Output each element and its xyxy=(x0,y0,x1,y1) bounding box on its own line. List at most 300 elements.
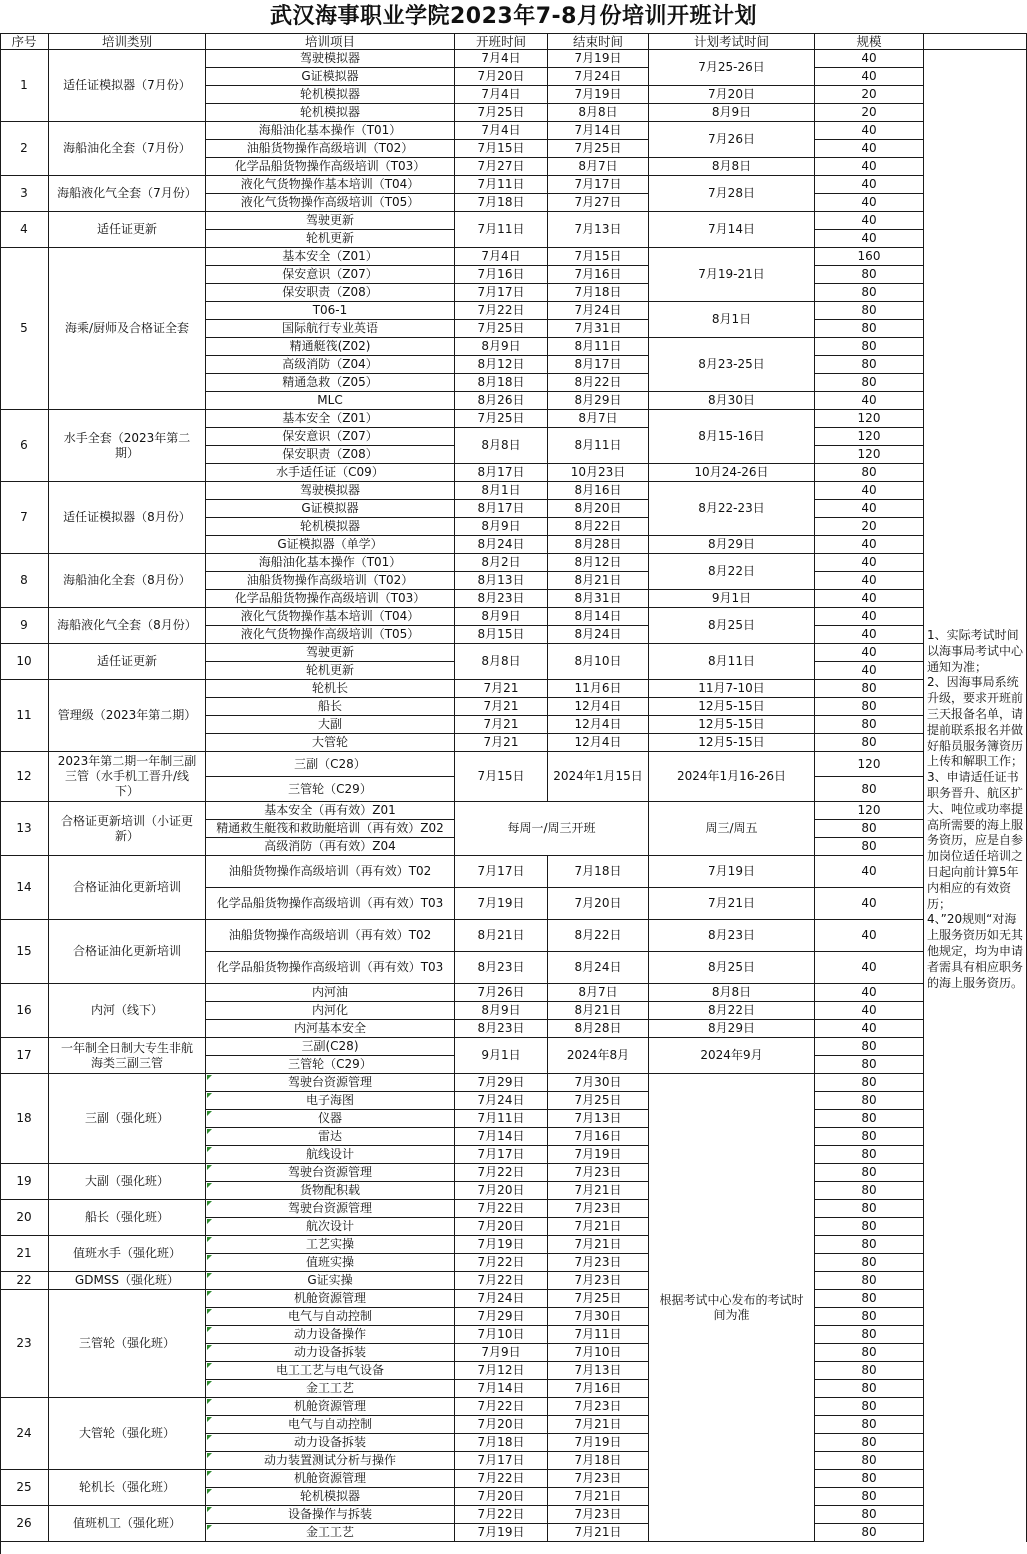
start-date: 8月12日 xyxy=(455,356,548,374)
training-category: 值班机工（强化班） xyxy=(49,1506,206,1542)
start-date: 7月22日 xyxy=(455,302,548,320)
exam-date: 8月9日 xyxy=(649,104,815,122)
training-item: 液化气货物操作高级培训（T05） xyxy=(206,194,455,212)
class-size: 40 xyxy=(815,888,924,920)
class-size: 80 xyxy=(815,1416,924,1434)
training-item: 动力设备拆装 xyxy=(206,1434,455,1452)
training-item: 海船油化基本操作（T01） xyxy=(206,554,455,572)
start-date: 7月4日 xyxy=(455,50,548,68)
start-date: 8月9日 xyxy=(455,338,548,356)
class-size: 80 xyxy=(815,374,924,392)
end-date: 7月14日 xyxy=(548,122,649,140)
exam-date: 8月22日 xyxy=(649,554,815,590)
training-item: 电气与自动控制 xyxy=(206,1308,455,1326)
row-no-header: 序号 xyxy=(0,33,49,50)
class-size: 80 xyxy=(815,1380,924,1398)
training-item: 轮机长 xyxy=(206,680,455,698)
training-category: 海船液化气全套（8月份） xyxy=(49,608,206,644)
class-size: 40 xyxy=(815,984,924,1002)
row-number: 5 xyxy=(0,248,49,410)
start-date: 7月20日 xyxy=(455,1488,548,1506)
end-date: 8月28日 xyxy=(548,1020,649,1038)
end-date: 8月22日 xyxy=(548,518,649,536)
class-size: 80 xyxy=(815,1182,924,1200)
cell-corner-mark xyxy=(207,1291,212,1296)
row-number: 2 xyxy=(0,122,49,176)
class-size: 40 xyxy=(815,176,924,194)
training-item: 基本安全（Z01） xyxy=(206,410,455,428)
exam-date: 8月1日 xyxy=(649,302,815,338)
training-item: 内河化 xyxy=(206,1002,455,1020)
class-size: 40 xyxy=(815,590,924,608)
exam-date: 7月19日 xyxy=(649,856,815,888)
start-date: 7月19日 xyxy=(455,1236,548,1254)
end-date: 12月4日 xyxy=(548,698,649,716)
training-item: 驾驶台资源管理 xyxy=(206,1164,455,1182)
class-size: 80 xyxy=(815,1056,924,1074)
row-number: 21 xyxy=(0,1236,49,1272)
training-item: 驾驶台资源管理 xyxy=(206,1200,455,1218)
training-item: 电工工艺与电气设备 xyxy=(206,1362,455,1380)
start-date: 7月15日 xyxy=(455,140,548,158)
training-category: 大管轮（强化班） xyxy=(49,1398,206,1470)
exam-date: 8月29日 xyxy=(649,1020,815,1038)
end-date: 12月4日 xyxy=(548,734,649,752)
exam-date: 2024年1月16-26日 xyxy=(649,752,815,802)
training-category: 轮机长（强化班） xyxy=(49,1470,206,1506)
start-date: 7月14日 xyxy=(455,1380,548,1398)
training-item: 油船货物操作高级培训（再有效）T02 xyxy=(206,920,455,952)
training-item: 轮机更新 xyxy=(206,230,455,248)
class-size: 80 xyxy=(815,1074,924,1092)
cell-corner-mark xyxy=(207,1489,212,1494)
class-size: 80 xyxy=(815,266,924,284)
class-size: 40 xyxy=(815,554,924,572)
start-date: 8月9日 xyxy=(455,1002,548,1020)
exam-date: 8月30日 xyxy=(649,392,815,410)
start-date: 8月23日 xyxy=(455,1020,548,1038)
training-item: 驾驶模拟器 xyxy=(206,482,455,500)
training-category: GDMSS（强化班） xyxy=(49,1272,206,1290)
training-item: 轮机模拟器 xyxy=(206,1488,455,1506)
cell-corner-mark xyxy=(207,1183,212,1188)
end-date: 8月21日 xyxy=(548,1002,649,1020)
class-size: 40 xyxy=(815,122,924,140)
training-item: 化学品船货物操作高级培训（T03） xyxy=(206,590,455,608)
end-date: 8月7日 xyxy=(548,158,649,176)
cell-corner-mark xyxy=(207,1129,212,1134)
training-item: 液化气货物操作高级培训（T05） xyxy=(206,626,455,644)
training-category: 合格证油化更新培训 xyxy=(49,856,206,920)
start-header: 开班时间 xyxy=(455,33,548,50)
end-date: 8月11日 xyxy=(548,338,649,356)
training-item: 保安职责（Z08） xyxy=(206,446,455,464)
training-item: 航线设计 xyxy=(206,1146,455,1164)
row-number: 4 xyxy=(0,212,49,248)
training-item: 仪器 xyxy=(206,1110,455,1128)
class-size: 80 xyxy=(815,1362,924,1380)
class-size: 40 xyxy=(815,626,924,644)
end-date: 7月23日 xyxy=(548,1470,649,1488)
start-date: 7月22日 xyxy=(455,1254,548,1272)
end-date: 7月21日 xyxy=(548,1416,649,1434)
end-date: 8月22日 xyxy=(548,374,649,392)
end-date: 8月12日 xyxy=(548,554,649,572)
end-date: 7月18日 xyxy=(548,284,649,302)
end-date: 7月23日 xyxy=(548,1200,649,1218)
class-size: 40 xyxy=(815,230,924,248)
training-item: 三管轮（C29） xyxy=(206,777,455,802)
training-item: 雷达 xyxy=(206,1128,455,1146)
exam-date: 11月7-10日 xyxy=(649,680,815,698)
end-date: 7月23日 xyxy=(548,1164,649,1182)
class-size: 80 xyxy=(815,777,924,802)
class-size: 80 xyxy=(815,1236,924,1254)
training-item: 保安职责（Z08） xyxy=(206,284,455,302)
class-size: 80 xyxy=(815,1344,924,1362)
cell-corner-mark xyxy=(207,1381,212,1386)
class-size: 80 xyxy=(815,464,924,482)
start-date: 8月17日 xyxy=(455,500,548,518)
end-date: 7月24日 xyxy=(548,302,649,320)
training-item: 保安意识（Z07） xyxy=(206,428,455,446)
training-item: 动力设备拆装 xyxy=(206,1344,455,1362)
class-size: 40 xyxy=(815,920,924,952)
remarks-note: 1、实际考试时间以海事局考试中心通知为准； 2、因海事局系统升级，要求开班前三天报备名单，请提前联系报名并做好船员服务簿资历上传和解职工作； 3、申请适任证书职务晋升、航区扩大、吨位或功率提高所需要的海上服务资历，应是自参加岗位适任培训之日起向前计算5年内相应的有效资历； 4、”20规则“对海上服务资历如无其他规定，均为申请者需具有相应职务的海上服务资历。 xyxy=(924,50,1027,1542)
end-date: 7月17日 xyxy=(548,176,649,194)
cell-corner-mark xyxy=(207,1273,212,1278)
training-item: 大副 xyxy=(206,716,455,734)
class-size: 160 xyxy=(815,248,924,266)
class-size: 80 xyxy=(815,1434,924,1452)
class-size: 40 xyxy=(815,140,924,158)
training-item: 轮机模拟器 xyxy=(206,518,455,536)
training-item: 机舱资源管理 xyxy=(206,1398,455,1416)
training-category: 大副（强化班） xyxy=(49,1164,206,1200)
class-size: 80 xyxy=(815,320,924,338)
end-date: 7月13日 xyxy=(548,212,649,248)
end-date: 7月21日 xyxy=(548,1524,649,1542)
class-size: 80 xyxy=(815,1470,924,1488)
class-size: 40 xyxy=(815,212,924,230)
start-date: 7月22日 xyxy=(455,1164,548,1182)
start-date: 7月20日 xyxy=(455,1182,548,1200)
end-date: 7月16日 xyxy=(548,1380,649,1398)
start-date: 7月29日 xyxy=(455,1308,548,1326)
start-date: 7月21 xyxy=(455,698,548,716)
start-date: 8月15日 xyxy=(455,626,548,644)
start-date: 7月21 xyxy=(455,680,548,698)
exam-header: 计划考试时间 xyxy=(649,33,815,50)
row-number: 6 xyxy=(0,410,49,482)
end-date: 7月13日 xyxy=(548,1362,649,1380)
class-size: 120 xyxy=(815,428,924,446)
cell-corner-mark xyxy=(207,1165,212,1170)
start-date: 7月21 xyxy=(455,716,548,734)
end-date: 8月24日 xyxy=(548,952,649,984)
exam-date: 7月21日 xyxy=(649,888,815,920)
class-size: 120 xyxy=(815,752,924,777)
end-date: 7月16日 xyxy=(548,266,649,284)
start-date: 7月11日 xyxy=(455,176,548,194)
end-date: 10月23日 xyxy=(548,464,649,482)
training-category: 三管轮（强化班） xyxy=(49,1290,206,1398)
training-category: 水手全套（2023年第二 期） xyxy=(49,410,206,482)
row-number: 8 xyxy=(0,554,49,608)
start-date: 7月9日 xyxy=(455,1344,548,1362)
end-date: 7月21日 xyxy=(548,1488,649,1506)
training-item: 轮机模拟器 xyxy=(206,86,455,104)
end-date: 7月30日 xyxy=(548,1308,649,1326)
class-size: 40 xyxy=(815,536,924,554)
class-size: 20 xyxy=(815,86,924,104)
exam-date: 8月8日 xyxy=(649,984,815,1002)
training-category: 三副（强化班） xyxy=(49,1074,206,1164)
class-size: 40 xyxy=(815,662,924,680)
start-date: 8月24日 xyxy=(455,536,548,554)
start-date: 7月17日 xyxy=(455,856,548,888)
class-size: 40 xyxy=(815,644,924,662)
training-item: 设备操作与拆装 xyxy=(206,1506,455,1524)
row-number: 25 xyxy=(0,1470,49,1506)
training-item: G证模拟器 xyxy=(206,68,455,86)
exam-date: 2024年9月 xyxy=(649,1038,815,1074)
end-date: 7月11日 xyxy=(548,1326,649,1344)
training-item: 金工工艺 xyxy=(206,1524,455,1542)
training-item: 三副(C28) xyxy=(206,1038,455,1056)
start-date: 7月22日 xyxy=(455,1398,548,1416)
training-item: 驾驶台资源管理 xyxy=(206,1074,455,1092)
row-number: 15 xyxy=(0,920,49,984)
training-category: 海船油化全套（7月份） xyxy=(49,122,206,176)
training-item: 大管轮 xyxy=(206,734,455,752)
training-category: 值班水手（强化班） xyxy=(49,1236,206,1272)
class-size: 40 xyxy=(815,68,924,86)
end-date: 7月25日 xyxy=(548,1092,649,1110)
class-size: 80 xyxy=(815,1200,924,1218)
end-date: 7月18日 xyxy=(548,1452,649,1470)
row-number: 19 xyxy=(0,1164,49,1200)
start-date: 7月19日 xyxy=(455,888,548,920)
cell-corner-mark xyxy=(207,1075,212,1080)
training-item: 油船货物操作高级培训（T02） xyxy=(206,572,455,590)
training-item: 水手适任证（C09） xyxy=(206,464,455,482)
training-category: 合格证更新培训（小证更 新） xyxy=(49,802,206,856)
cell-corner-mark xyxy=(207,1525,212,1530)
training-item: 机舱资源管理 xyxy=(206,1470,455,1488)
end-date: 7月19日 xyxy=(548,50,649,68)
class-size: 120 xyxy=(815,802,924,820)
exam-date: 8月29日 xyxy=(649,536,815,554)
end-date: 7月10日 xyxy=(548,1344,649,1362)
class-size: 80 xyxy=(815,1398,924,1416)
start-date: 7月20日 xyxy=(455,1218,548,1236)
cell-corner-mark xyxy=(207,1417,212,1422)
training-item: 油船货物操作高级培训（再有效）T02 xyxy=(206,856,455,888)
exam-date: 9月1日 xyxy=(649,590,815,608)
training-item: 精通救生艇筏和救助艇培训（再有效）Z02 xyxy=(206,820,455,838)
class-size: 80 xyxy=(815,338,924,356)
end-date: 7月25日 xyxy=(548,140,649,158)
remark-header-cell xyxy=(924,33,1027,50)
row-number: 10 xyxy=(0,644,49,680)
class-size: 80 xyxy=(815,1452,924,1470)
training-item: 驾驶更新 xyxy=(206,212,455,230)
class-size: 40 xyxy=(815,500,924,518)
end-date: 7月23日 xyxy=(548,1506,649,1524)
training-category: 海船油化全套（8月份） xyxy=(49,554,206,608)
class-size: 80 xyxy=(815,1488,924,1506)
training-category: 适任证更新 xyxy=(49,644,206,680)
end-date: 8月11日 xyxy=(548,428,649,464)
end-date: 7月27日 xyxy=(548,194,649,212)
class-size: 40 xyxy=(815,608,924,626)
exam-date: 8月15-16日 xyxy=(649,410,815,464)
end-date: 7月19日 xyxy=(548,1146,649,1164)
start-date: 8月9日 xyxy=(455,608,548,626)
training-item: 三副（C28） xyxy=(206,752,455,777)
end-date: 8月16日 xyxy=(548,482,649,500)
class-size: 40 xyxy=(815,572,924,590)
class-size: 40 xyxy=(815,1020,924,1038)
end-date: 7月23日 xyxy=(548,1254,649,1272)
class-size: 40 xyxy=(815,194,924,212)
start-date: 8月2日 xyxy=(455,554,548,572)
exam-date: 7月25-26日 xyxy=(649,50,815,86)
start-date: 7月17日 xyxy=(455,1146,548,1164)
start-date: 7月17日 xyxy=(455,284,548,302)
exam-date: 10月24-26日 xyxy=(649,464,815,482)
class-size: 80 xyxy=(815,1272,924,1290)
training-item: 值班实操 xyxy=(206,1254,455,1272)
end-date: 8月31日 xyxy=(548,590,649,608)
end-date: 7月23日 xyxy=(548,1398,649,1416)
training-category: 海船液化气全套（7月份） xyxy=(49,176,206,212)
start-date: 7月4日 xyxy=(455,248,548,266)
class-size: 40 xyxy=(815,856,924,888)
class-size: 40 xyxy=(815,1002,924,1020)
exam-date: 8月25日 xyxy=(649,952,815,984)
exam-date: 8月22日 xyxy=(649,1002,815,1020)
exam-date: 7月26日 xyxy=(649,122,815,158)
training-category: 一年制全日制大专生非航 海类三副三管 xyxy=(49,1038,206,1074)
class-size: 80 xyxy=(815,1290,924,1308)
exam-date: 8月25日 xyxy=(649,608,815,644)
class-size: 80 xyxy=(815,1254,924,1272)
end-date: 8月29日 xyxy=(548,392,649,410)
class-size: 20 xyxy=(815,104,924,122)
start-date: 7月22日 xyxy=(455,1200,548,1218)
training-item: 动力设备操作 xyxy=(206,1326,455,1344)
class-size: 80 xyxy=(815,698,924,716)
row-number: 17 xyxy=(0,1038,49,1074)
row-number: 7 xyxy=(0,482,49,554)
end-date: 8月20日 xyxy=(548,500,649,518)
row-number: 20 xyxy=(0,1200,49,1236)
class-size: 40 xyxy=(815,952,924,984)
start-date: 7月18日 xyxy=(455,194,548,212)
start-date: 7月25日 xyxy=(455,410,548,428)
row-number: 14 xyxy=(0,856,49,920)
cell-corner-mark xyxy=(207,1255,212,1260)
cell-corner-mark xyxy=(207,1093,212,1098)
training-item: 化学品船货物操作高级培训（T03） xyxy=(206,158,455,176)
class-size: 80 xyxy=(815,1110,924,1128)
class-size: 80 xyxy=(815,1038,924,1056)
training-item: G证实操 xyxy=(206,1272,455,1290)
training-item: 国际航行专业英语 xyxy=(206,320,455,338)
class-size: 40 xyxy=(815,158,924,176)
cell-corner-mark xyxy=(207,1219,212,1224)
training-item: G证模拟器 xyxy=(206,500,455,518)
start-date: 7月11日 xyxy=(455,212,548,248)
training-item: 基本安全（再有效）Z01 xyxy=(206,802,455,820)
training-category: 内河（线下） xyxy=(49,984,206,1038)
row-number: 13 xyxy=(0,802,49,856)
training-item: 航次设计 xyxy=(206,1218,455,1236)
start-date: 7月25日 xyxy=(455,320,548,338)
start-date: 7月19日 xyxy=(455,1524,548,1542)
training-item: G证模拟器（单学） xyxy=(206,536,455,554)
schedule-note: 每周一/周三开班 xyxy=(455,802,649,856)
training-category: 海乘/厨师及合格证全套 xyxy=(49,248,206,410)
row-number: 1 xyxy=(0,50,49,122)
training-item: 电气与自动控制 xyxy=(206,1416,455,1434)
start-date: 7月17日 xyxy=(455,1452,548,1470)
training-item: 精通急救（Z05） xyxy=(206,374,455,392)
class-size: 80 xyxy=(815,680,924,698)
end-date: 7月16日 xyxy=(548,1128,649,1146)
training-item: 液化气货物操作基本培训（T04） xyxy=(206,608,455,626)
class-size: 80 xyxy=(815,284,924,302)
start-date: 7月22日 xyxy=(455,1506,548,1524)
class-size: 80 xyxy=(815,1164,924,1182)
start-date: 7月11日 xyxy=(455,1110,548,1128)
size-header: 规模 xyxy=(815,33,924,50)
start-date: 8月17日 xyxy=(455,464,548,482)
class-size: 80 xyxy=(815,838,924,856)
end-date: 7月31日 xyxy=(548,320,649,338)
class-size: 80 xyxy=(815,1128,924,1146)
end-date: 7月15日 xyxy=(548,248,649,266)
exam-date: 7月20日 xyxy=(649,86,815,104)
class-size: 40 xyxy=(815,392,924,410)
training-category: 合格证油化更新培训 xyxy=(49,920,206,984)
training-item: 海船油化基本操作（T01） xyxy=(206,122,455,140)
class-size: 120 xyxy=(815,410,924,428)
start-date: 7月15日 xyxy=(455,752,548,802)
end-date: 7月24日 xyxy=(548,68,649,86)
exam-date: 根据考试中心发布的考试时 间为准 xyxy=(649,1074,815,1542)
category-header: 培训类别 xyxy=(49,33,206,50)
training-item: 工艺实操 xyxy=(206,1236,455,1254)
training-item: 内河基本安全 xyxy=(206,1020,455,1038)
page-title: 武汉海事职业学院2023年7-8月份培训开班计划 xyxy=(270,4,757,29)
training-item: T06-1 xyxy=(206,302,455,320)
class-size: 20 xyxy=(815,518,924,536)
training-item: 精通艇筏(Z02) xyxy=(206,338,455,356)
start-date: 7月4日 xyxy=(455,86,548,104)
end-date: 7月30日 xyxy=(548,1074,649,1092)
class-size: 80 xyxy=(815,356,924,374)
exam-date: 周三/周五 xyxy=(649,802,815,856)
exam-date: 12月5-15日 xyxy=(649,716,815,734)
exam-date: 12月5-15日 xyxy=(649,734,815,752)
training-item: 油船货物操作高级培训（T02） xyxy=(206,140,455,158)
end-date: 8月22日 xyxy=(548,920,649,952)
start-date: 7月18日 xyxy=(455,1434,548,1452)
start-date: 7月10日 xyxy=(455,1326,548,1344)
